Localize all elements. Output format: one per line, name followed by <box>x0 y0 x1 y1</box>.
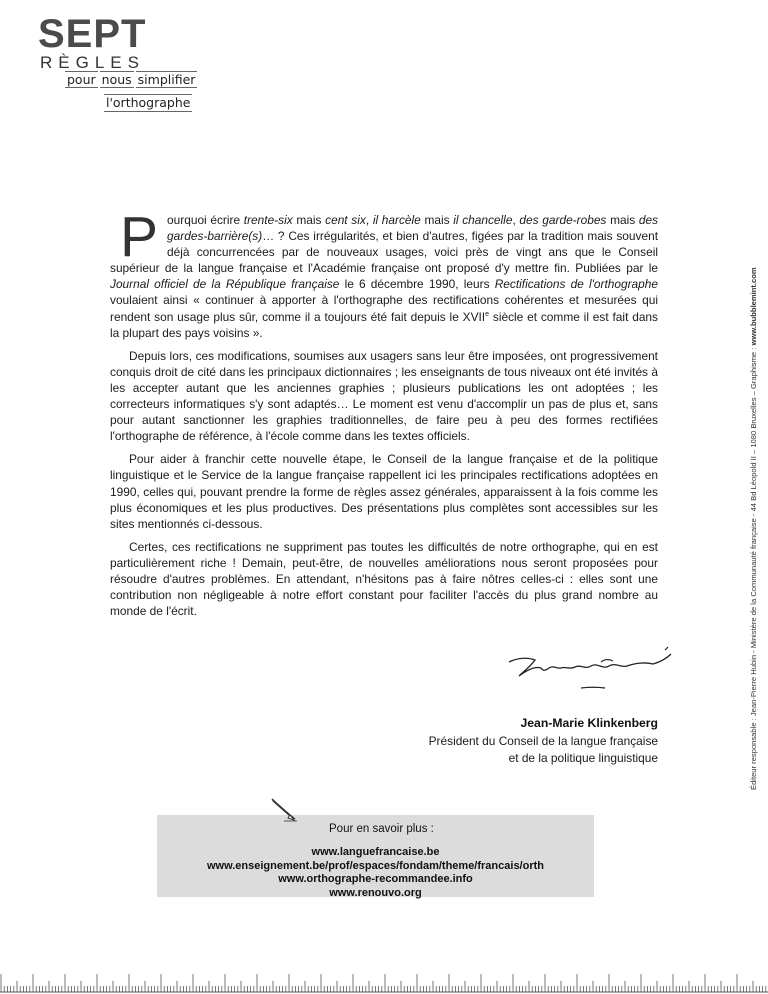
logo-subtitle: RÈGLES <box>40 53 145 72</box>
intro-paragraph: Pourquoi écrire trente-six mais cent six, il harcèle mais il chancelle, des garde-robes mais des gardes-barrière(s)… ? Ces irrégularités, et bien d'autres, figées par la tradition mais souvent déjà concurrencées par de nouveaux usages, voici près de vingt ans que le Conseil supérieur de la langue française et l'Académie française ont proposé d'y mettre fin. Publiées par le Journal officiel de la République française le 6 décembre 1990, leurs Rectifications de l'orthographe voulaient ainsi « continuer à apporter à l'orthographe des rectifications cohérentes et mesurées qui rendent son usage plus sûr, comme il a toujours été fait depuis le XVIIe siècle et comme il est fait dans la plupart des pays voisins ». <box>110 205 659 340</box>
link-enseignement[interactable]: www.enseignement.be/prof/espaces/fondam/theme/francais/orth <box>206 859 544 872</box>
logo-word-pour: pour <box>67 72 96 87</box>
logo-word-orthographe: l'orthographe <box>106 95 191 110</box>
drop-cap: P <box>120 205 159 269</box>
logo-title: SEPT <box>38 12 147 56</box>
signatory-name: Jean-Marie Klinkenberg <box>520 716 658 730</box>
signatory-role: Président du Conseil de la langue française <box>428 734 658 748</box>
logo-tagline <box>65 72 199 88</box>
logo <box>38 14 198 114</box>
logo-word-simplifier: simplifier <box>137 72 196 87</box>
link-orthographe-recommandee[interactable]: www.orthographe-recommandee.info <box>278 873 473 885</box>
logo-word-nous: nous <box>101 72 132 87</box>
intro-text <box>110 205 659 626</box>
paragraph-3: Pour aider à franchir cette nouvelle étape, le Conseil de la langue française et de la politique linguistique et le Service de la langue française rappellent ici les principales rectifications adoptées en 1990, celles qui, pouvant prendre la forme de règles assez générales, apparaissent à la fois comme les plus économiques et les plus productives. Des présentations plus complètes sont accessibles sur les sites mentionnés ci-dessous. <box>110 452 658 531</box>
more-info-box <box>157 815 594 897</box>
link-languefrancaise[interactable]: www.languefrancaise.be <box>311 846 440 858</box>
pencil-icon <box>270 797 298 823</box>
paragraph-4: Certes, ces rectifications ne suppriment pas toutes les difficultés de notre orthographe, qui en est particulièrement riche ! Demain, peut-être, de nouvelles améliorations nous seront proposées pour résoudre d'autres problèmes. En attendant, n'hésitons pas à faire nôtres celles-ci : elles sont une contribution non négligeable à notre effort constant pour faciliter l'accès du plus grand nombre au monde de l'écrit. <box>110 539 658 619</box>
signatory-role-continued: et de la politique linguistique <box>508 751 658 765</box>
publisher-credit-text: Éditeur responsable : Jean-Pierre Hubin - Ministère de la Communauté française - 44 Bd Léopold II – 1080 Bruxelles – Graphisme : <box>749 345 758 790</box>
designer-site-link[interactable]: www.bubblemint.com <box>749 267 758 346</box>
more-info-title: Pour en savoir plus : <box>329 823 434 835</box>
more-info-links <box>157 846 594 900</box>
handwritten-signature <box>505 640 680 700</box>
paragraph-2: Depuis lors, ces modifications, soumises aux usagers sans leur être imposées, ont progressivement conquis droit de cité dans les principaux dictionnaires ; les enseignants de tous niveaux ont été invités à les accepter autant que les anciennes graphies ; plusieurs publications les ont adoptées ; les correcteurs informatiques s'y sont adaptés… Le moment est venu d'accomplir un pas de plus et, sans pour autant sanctionner les graphies traditionnelles, de faire peu à peu des formes rectifiées l'orthographe de référence, à l'école comme dans les textes officiels. <box>110 348 658 444</box>
decorative-ruler <box>0 966 768 994</box>
publisher-credit <box>749 230 759 790</box>
link-renouvo[interactable]: www.renouvo.org <box>329 886 422 899</box>
